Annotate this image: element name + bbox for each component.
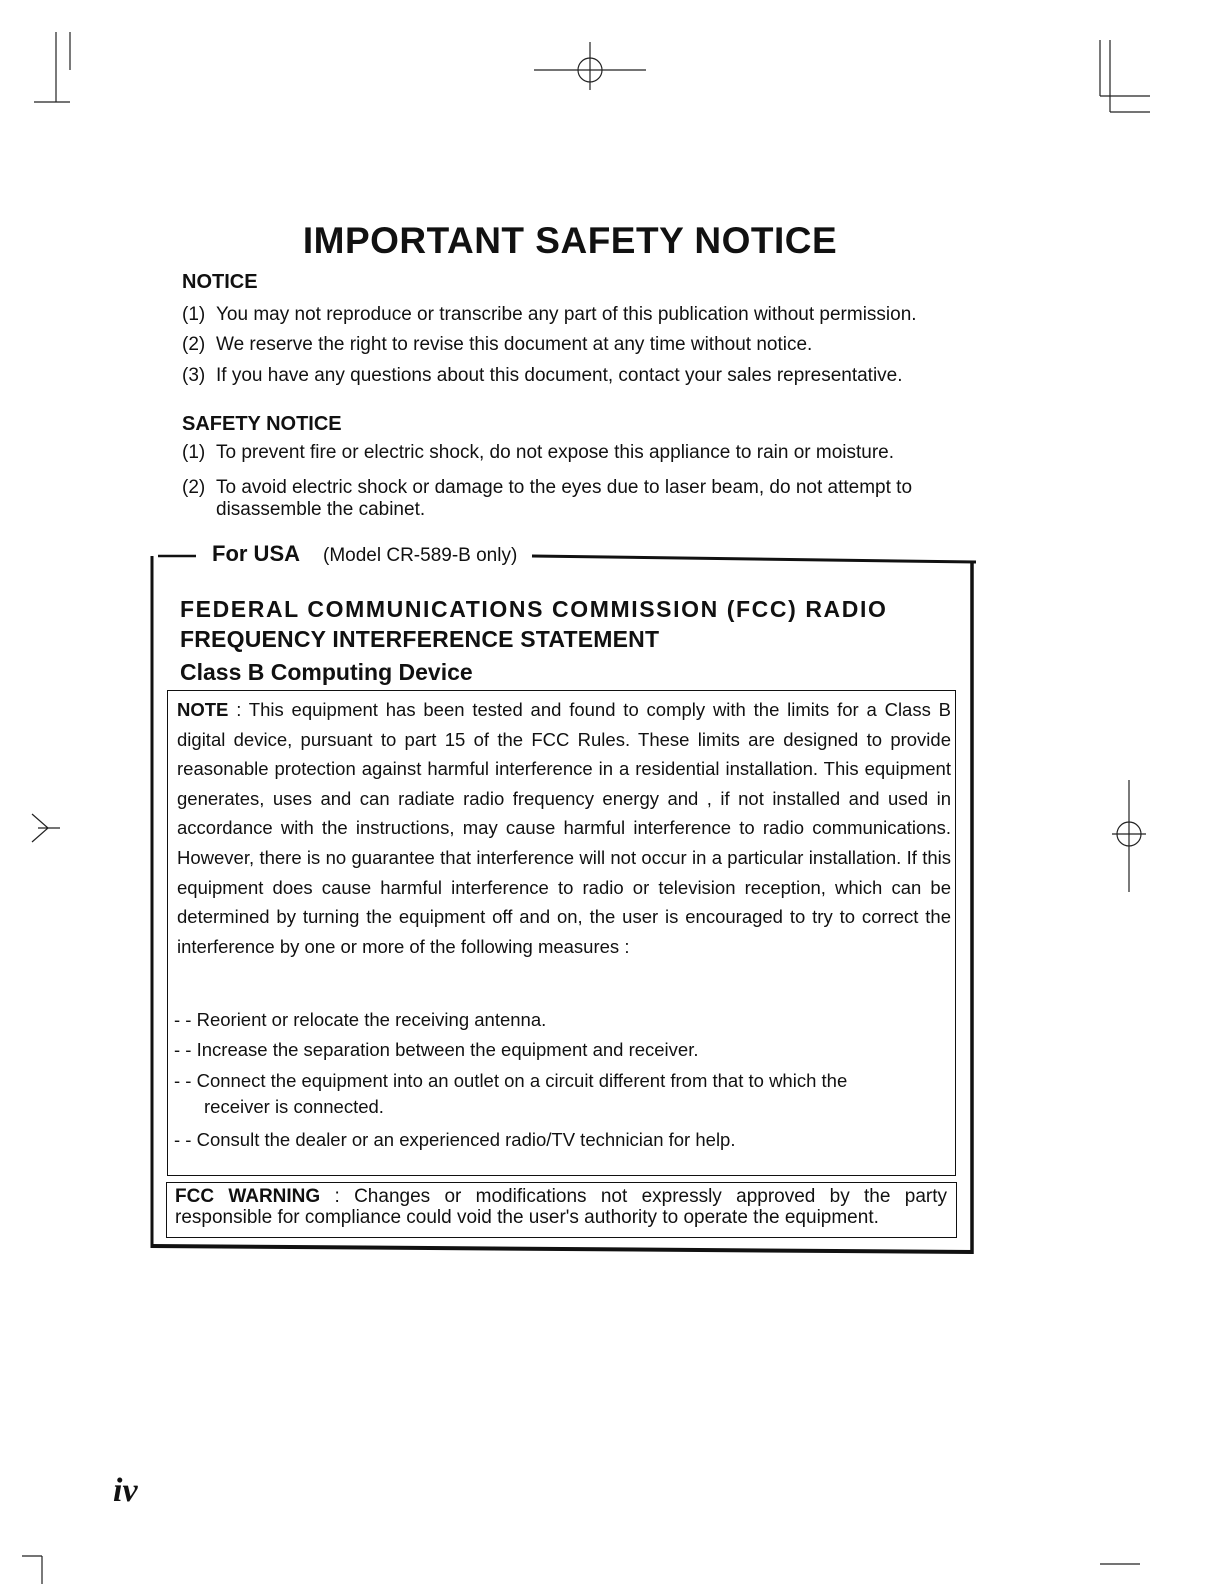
safety-notice-item [182, 477, 912, 521]
safety-notice-item-text: To avoid electric shock or damage to the eyes due to laser beam, do not attempt to [216, 477, 913, 498]
fcc-heading-line1: FEDERAL COMMUNICATIONS COMMISSION (FCC) RADIO [180, 596, 888, 622]
crop-mark-bottom-left [20, 1548, 50, 1584]
fcc-subheading: Class B Computing Device [180, 659, 473, 685]
fcc-warning-label: FCC WARNING [175, 1186, 321, 1207]
fcc-measure-continuation: receiver is connected. [204, 1096, 384, 1117]
fcc-measure-text: - - Connect the equipment into an outlet on a circuit different from that to which the [174, 1070, 848, 1091]
fcc-warning-paragraph [175, 1186, 947, 1228]
registration-mark-right [1108, 778, 1148, 894]
safety-notice-item-number: (1) [182, 442, 206, 463]
notice-heading: NOTICE [182, 271, 258, 293]
registration-mark-left [26, 808, 66, 848]
notice-item-number: (1) [182, 304, 206, 325]
safety-notice-item [182, 442, 894, 464]
safety-notice-item-continuation: disassemble the cabinet. [216, 499, 426, 520]
fcc-measure-item [174, 1068, 934, 1120]
safety-notice-heading: SAFETY NOTICE [182, 413, 342, 435]
fcc-note-text: : This equipment has been tested and found to comply with the limits for a Class B digital device, pursuant to part 15 of the FCC Rules. These limits are designed to provide reasonable protection against harmful interference in a residential installation. This equipment generates, uses and can radiate radio frequency energy and , if not installed and used in accordance with the instructions, may cause harmful interference to radio communications. However, there is no guarantee that interference will not occur in a particular installation. If this equipment does cause harmful interference to radio or television reception, which can be determined by turning the equipment off and on, the user is encouraged to try to correct the interference by one or more of the following measures : [177, 699, 951, 957]
notice-item-text: We reserve the right to revise this document at any time without notice. [216, 334, 813, 355]
notice-item [182, 334, 812, 356]
notice-item-text: You may not reproduce or transcribe any part of this publication without permission. [216, 304, 917, 325]
fcc-heading-line2: FREQUENCY INTERFERENCE STATEMENT [180, 626, 660, 652]
safety-notice-item-text: To prevent fire or electric shock, do not expose this appliance to rain or moisture. [216, 442, 895, 463]
page-number: iv [113, 1472, 138, 1509]
fcc-measure-item: - - Increase the separation between the equipment and receiver. [174, 1039, 699, 1060]
crop-mark-top-right [1090, 36, 1160, 126]
notice-item-number: (3) [182, 365, 206, 386]
fcc-note-paragraph [177, 695, 951, 961]
notice-item-text: If you have any questions about this document, contact your sales representative. [216, 365, 903, 386]
crop-mark-bottom-right [1096, 1554, 1146, 1584]
fcc-region-label: For USA [212, 541, 300, 566]
crop-mark-top-left [30, 30, 80, 110]
notice-item-number: (2) [182, 334, 206, 355]
fcc-model-note: (Model CR-589-B only) [323, 545, 518, 566]
page-title: IMPORTANT SAFETY NOTICE [302, 220, 838, 261]
fcc-measure-item: - - Consult the dealer or an experienced radio/TV technician for help. [174, 1129, 736, 1150]
notice-item [182, 365, 903, 387]
notice-item [182, 304, 917, 326]
fcc-note-label: NOTE [177, 699, 229, 720]
fcc-warning-text: : Changes or modifications not expressly approved by the party responsible for compliance could void the user's authority to operate the equipment. [175, 1186, 947, 1228]
fcc-measure-item: - - Reorient or relocate the receiving antenna. [174, 1009, 547, 1030]
fcc-heading [180, 594, 955, 654]
safety-notice-item-number: (2) [182, 477, 206, 498]
registration-mark-top [530, 40, 650, 100]
